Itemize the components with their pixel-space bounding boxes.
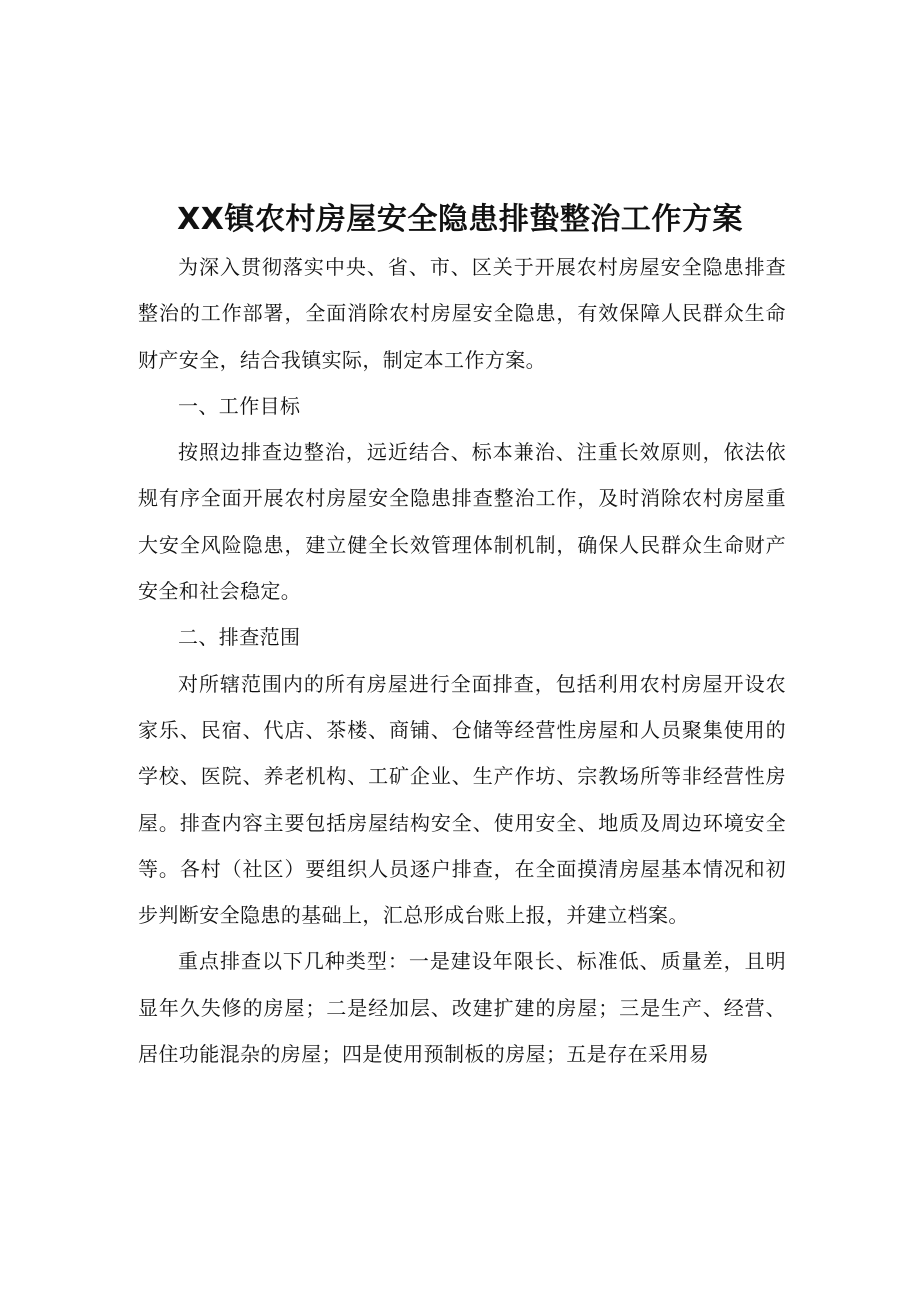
section-heading-goals: 一、工作目标	[178, 393, 301, 418]
document-body	[138, 244, 786, 1077]
key-types-paragraph: 重点排查以下几种类型：一是建设年限长、标准低、质量差，且明显年久失修的房屋；二是经加层、改建扩建的房屋；三是生产、经营、居住功能混杂的房屋；四是使用预制板的房屋；五是存在采用易	[138, 949, 786, 1067]
section-heading-scope: 二、排查范围	[178, 625, 301, 650]
document-title: XX镇农村房屋安全隐患排蛰整治工作方案	[177, 202, 743, 238]
intro-paragraph: 为深入贯彻落实中央、省、市、区关于开展农村房屋安全隐患排查整治的工作部署，全面消除农村房屋安全隐患，有效保障人民群众生命财产安全，结合我镇实际，制定本工作方案。	[138, 255, 786, 372]
scope-paragraph: 对所辖范围内的所有房屋进行全面排查，包括利用农村房屋开设农家乐、民宿、代店、茶楼、商铺、仓储等经营性房屋和人员聚集使用的学校、医院、养老机构、工矿企业、生产作坊、宗教场所等非经营性房屋。排查内容主要包括房屋结构安全、使用安全、地质及周边环境安全等。各村（社区）要组织人员逐户排查，在全面摸清房屋基本情况和初步判断安全隐患的基础上，汇总形成台账上报，并建立档案。	[138, 671, 786, 928]
goals-paragraph: 按照边排查边整治，远近结合、标本兼治、注重长效原则，依法依规有序全面开展农村房屋安全隐患排查整治工作，及时消除农村房屋重大安全风险隐患，建立健全长效管理体制机制，确保人民群众生命财产安全和社会稳定。	[138, 440, 786, 604]
